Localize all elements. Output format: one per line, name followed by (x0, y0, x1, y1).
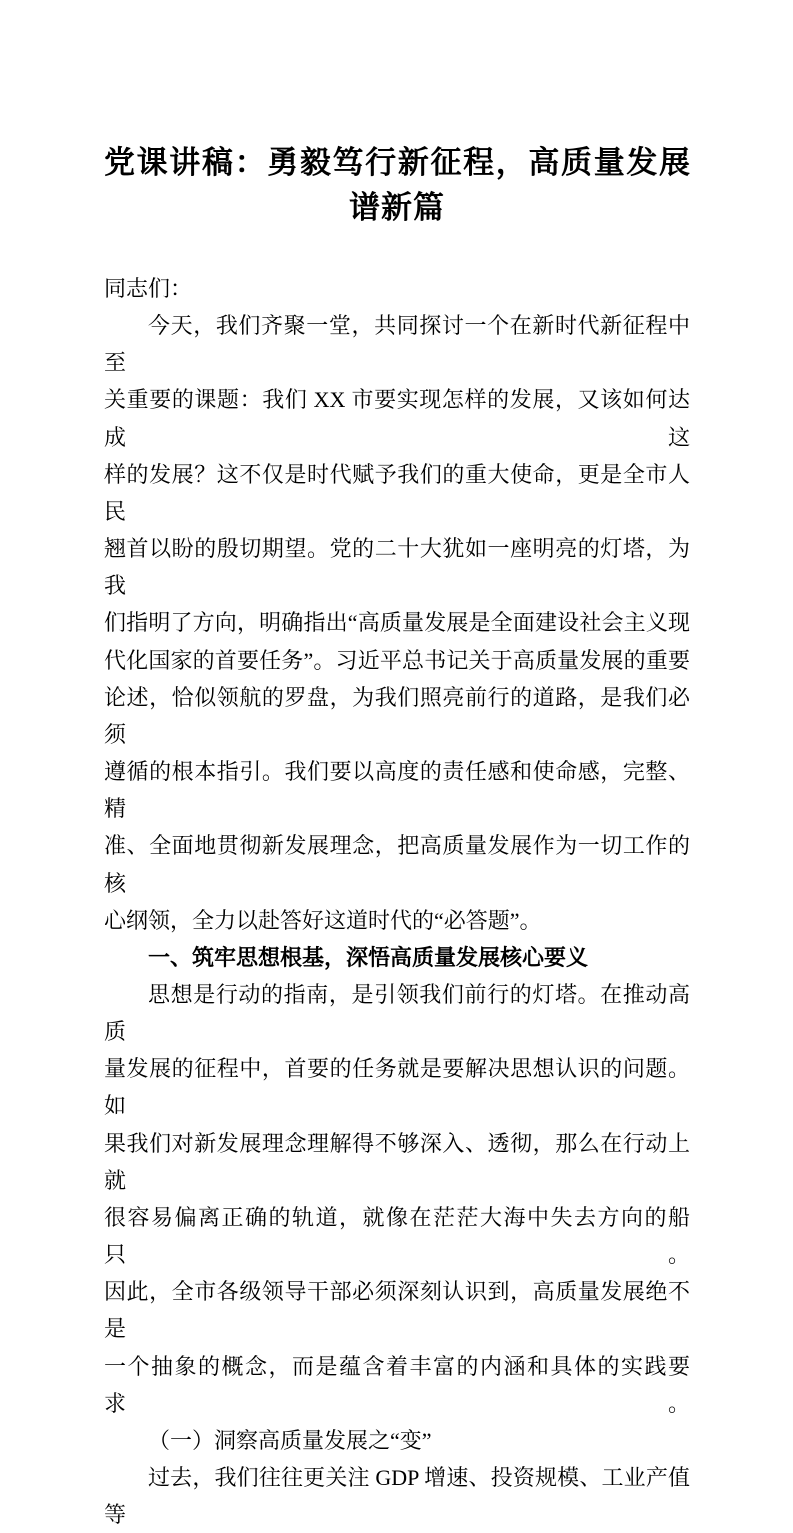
text-line: 心纲领，全力以赴答好这道时代的“必答题”。 (104, 907, 542, 933)
text-line: 思想是行动的指南，是引领我们前行的灯塔。在推动高质 (104, 981, 690, 1045)
text-line: 一个抽象的概念，而是蕴含着丰富的内涵和具体的实践要求。 (104, 1353, 690, 1416)
text-line: 因此，全市各级领导干部必须深刻认识到，高质量发展绝不是 (104, 1279, 690, 1342)
document-body (104, 270, 690, 1533)
text-line: 今天，我们齐聚一堂，共同探讨一个在新时代新征程中至 (104, 313, 690, 376)
text-line: 很容易偏离正确的轨道，就像在茫茫大海中失去方向的船只。 (104, 1204, 690, 1268)
text-line: 关重要的课题：我们 XX 市要实现怎样的发展，又该如何达成这 (104, 387, 690, 450)
document-title (104, 140, 690, 230)
text-line: 翘首以盼的殷切期望。党的二十大犹如一座明亮的灯塔，为我 (104, 536, 690, 599)
text-line: 样的发展？这不仅是时代赋予我们的重大使命，更是全市人民 (104, 461, 690, 524)
document-title-line-1: 党课讲稿：勇毅笃行新征程，高质量发展 (104, 145, 690, 180)
text-line: 代化国家的首要任务”。习近平总书记关于高质量发展的重要 (104, 647, 690, 673)
text-line: 一、筑牢思想根基，深悟高质量发展核心要义 (148, 944, 589, 970)
text-line: 量发展的征程中，首要的任务就是要解决思想认识的问题。如 (104, 1056, 690, 1119)
document-title-line-2: 谱新篇 (349, 190, 445, 225)
text-line: 们指明了方向，明确指出“高质量发展是全面建设社会主义现 (104, 610, 690, 636)
text-line: （一）洞察高质量发展之“变” (148, 1427, 432, 1453)
text-line: 遵循的根本指引。我们要以高度的责任感和使命感，完整、精 (104, 759, 690, 822)
text-line: 准、全面地贯彻新发展理念，把高质量发展作为一切工作的核 (104, 833, 690, 896)
text-line: 果我们对新发展理念理解得不够深入、透彻，那么在行动上就 (104, 1130, 690, 1193)
text-line: 同志们： (104, 276, 193, 301)
text-line: 过去，我们往往更关注 GDP 增速、投资规模、工业产值等 (104, 1465, 690, 1528)
text-line: 论述，恰似领航的罗盘，为我们照亮前行的道路，是我们必须 (104, 684, 690, 747)
